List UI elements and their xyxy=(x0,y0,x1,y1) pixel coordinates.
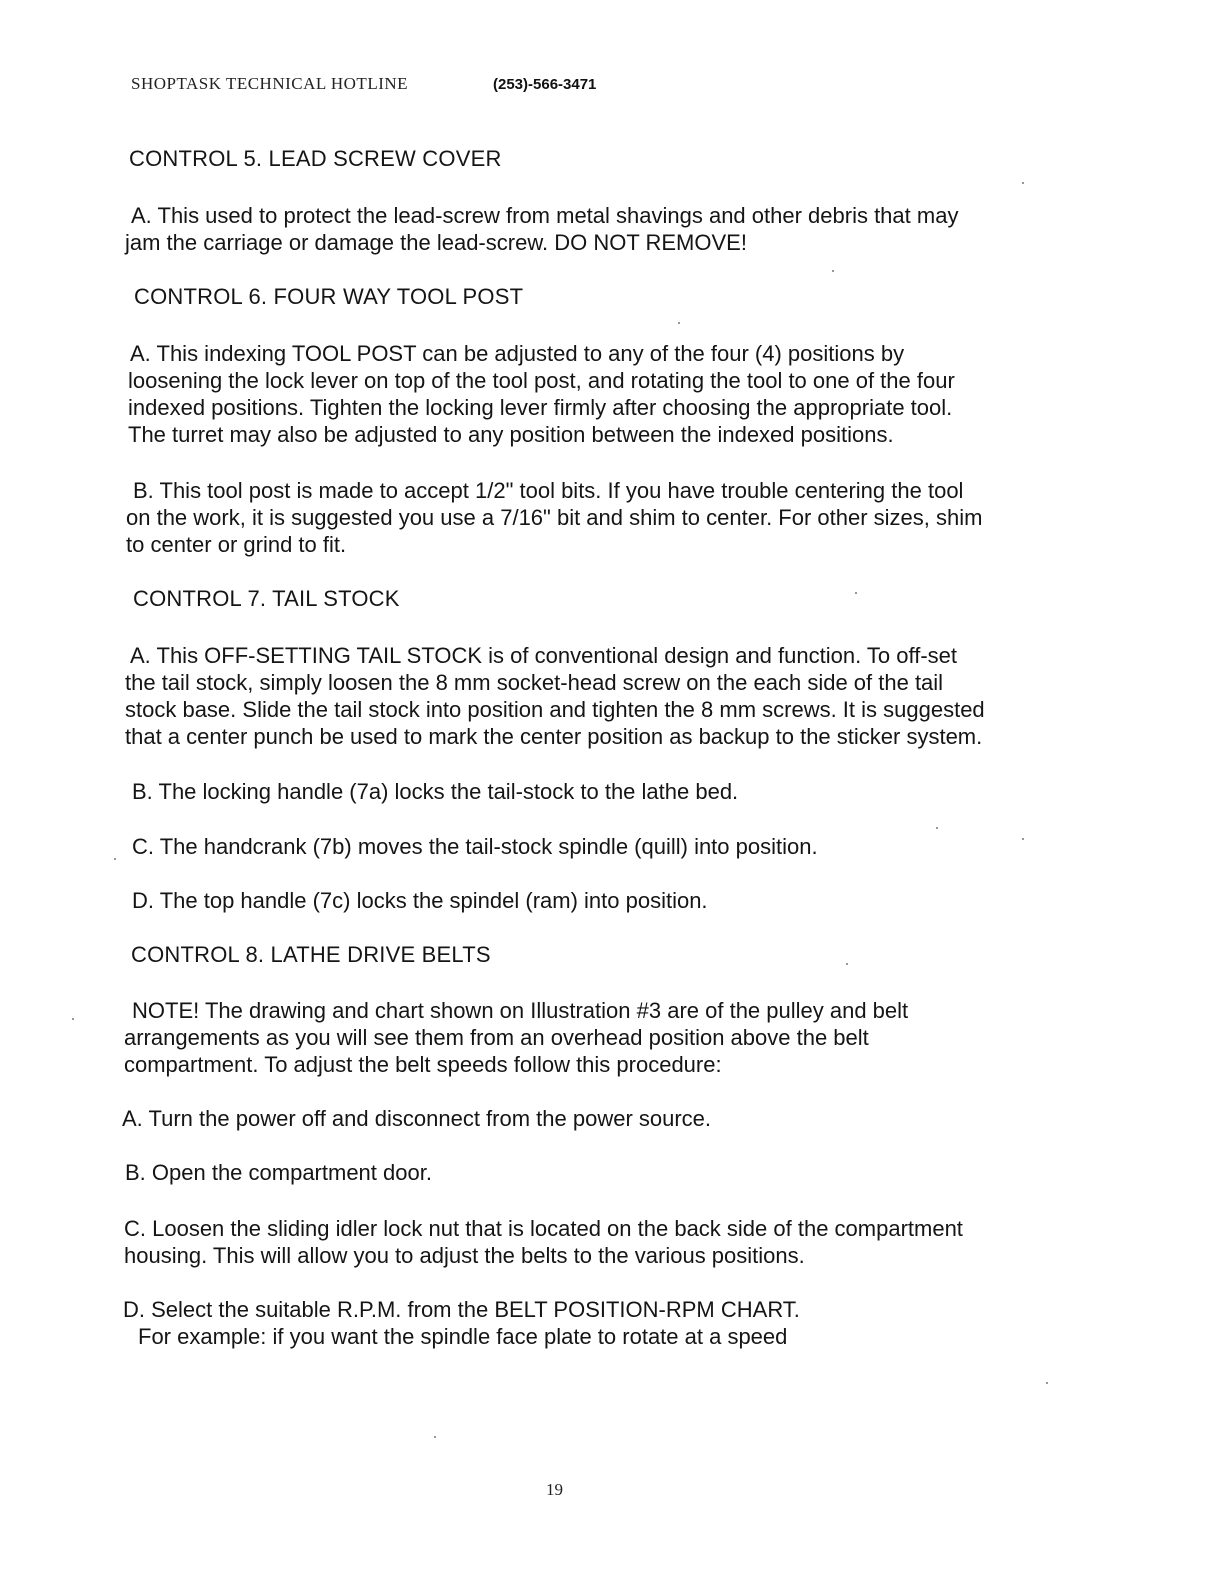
text-line: NOTE! The drawing and chart shown on Illustration #3 are of the pulley and belt xyxy=(132,998,909,1023)
control7-para-b: B. The locking handle (7a) locks the tail-stock to the lathe bed. xyxy=(132,779,739,804)
text-line: A. This OFF-SETTING TAIL STOCK is of conventional design and function. To off-set xyxy=(130,643,957,668)
scan-speck xyxy=(936,827,938,829)
text-line: the tail stock, simply loosen the 8 mm socket-head screw on the each side of the tail xyxy=(125,670,944,695)
text-line: compartment. To adjust the belt speeds follow this procedure: xyxy=(124,1052,722,1077)
control6-para-a xyxy=(130,340,955,448)
text-line: A. This indexing TOOL POST can be adjusted to any of the four (4) positions by xyxy=(130,341,905,366)
scan-speck xyxy=(855,592,857,594)
scan-speck xyxy=(678,322,680,324)
control7-para-a xyxy=(125,642,985,750)
text-line: loosening the lock lever on top of the tool post, and rotating the tool to one of the four xyxy=(128,368,955,393)
text-line: on the work, it is suggested you use a 7/16" bit and shim to center. For other sizes, shim xyxy=(126,505,983,530)
control7-heading: CONTROL 7. TAIL STOCK xyxy=(133,586,400,611)
control8-step-b: B. Open the compartment door. xyxy=(125,1160,432,1185)
control5-para-a xyxy=(125,202,959,256)
control8-note xyxy=(124,997,909,1078)
scan-speck xyxy=(846,963,848,965)
control7-para-d: D. The top handle (7c) locks the spindel (ram) into position. xyxy=(132,888,708,913)
text-line: B. This tool post is made to accept 1/2" tool bits. If you have trouble centering the tool xyxy=(133,478,964,503)
control6-para-b xyxy=(126,477,983,558)
control8-step-a: A. Turn the power off and disconnect from the power source. xyxy=(122,1106,712,1131)
text-line: indexed positions. Tighten the locking lever firmly after choosing the appropriate tool. xyxy=(128,395,953,420)
text-line: For example: if you want the spindle face plate to rotate at a speed xyxy=(138,1324,788,1349)
scan-speck xyxy=(832,270,834,272)
control8-step-d xyxy=(123,1296,800,1350)
text-line: arrangements as you will see them from an overhead position above the belt xyxy=(124,1025,869,1050)
text-line: The turret may also be adjusted to any position between the indexed positions. xyxy=(128,422,894,447)
text-line: that a center punch be used to mark the center position as backup to the sticker system. xyxy=(125,724,983,749)
scan-speck xyxy=(1022,182,1024,184)
text-line: stock base. Slide the tail stock into position and tighten the 8 mm screws. It is suggested xyxy=(125,697,985,722)
text-line: C. Loosen the sliding idler lock nut that is located on the back side of the compartment xyxy=(124,1216,963,1241)
control8-step-c xyxy=(124,1215,963,1269)
page-number: 19 xyxy=(546,1480,563,1499)
control7-para-c: C. The handcrank (7b) moves the tail-stock spindle (quill) into position. xyxy=(132,834,818,859)
control5-heading: CONTROL 5. LEAD SCREW COVER xyxy=(129,146,502,171)
text-line: D. Select the suitable R.P.M. from the BELT POSITION-RPM CHART. xyxy=(123,1297,800,1322)
scan-speck xyxy=(114,858,116,860)
text-line: to center or grind to fit. xyxy=(126,532,347,557)
scan-speck xyxy=(434,1436,436,1438)
scan-speck xyxy=(72,1018,74,1020)
scan-speck xyxy=(1022,838,1024,840)
text-line: A. This used to protect the lead-screw from metal shavings and other debris that may xyxy=(131,203,959,228)
text-line: housing. This will allow you to adjust the belts to the various positions. xyxy=(124,1243,805,1268)
control8-heading: CONTROL 8. LATHE DRIVE BELTS xyxy=(131,942,491,967)
hotline-label: SHOPTASK TECHNICAL HOTLINE xyxy=(131,74,409,93)
hotline-phone: (253)-566-3471 xyxy=(493,76,597,93)
control6-heading: CONTROL 6. FOUR WAY TOOL POST xyxy=(134,284,524,309)
text-line: jam the carriage or damage the lead-screw. DO NOT REMOVE! xyxy=(125,230,747,255)
scan-speck xyxy=(1046,1382,1048,1384)
page-header xyxy=(131,74,597,94)
